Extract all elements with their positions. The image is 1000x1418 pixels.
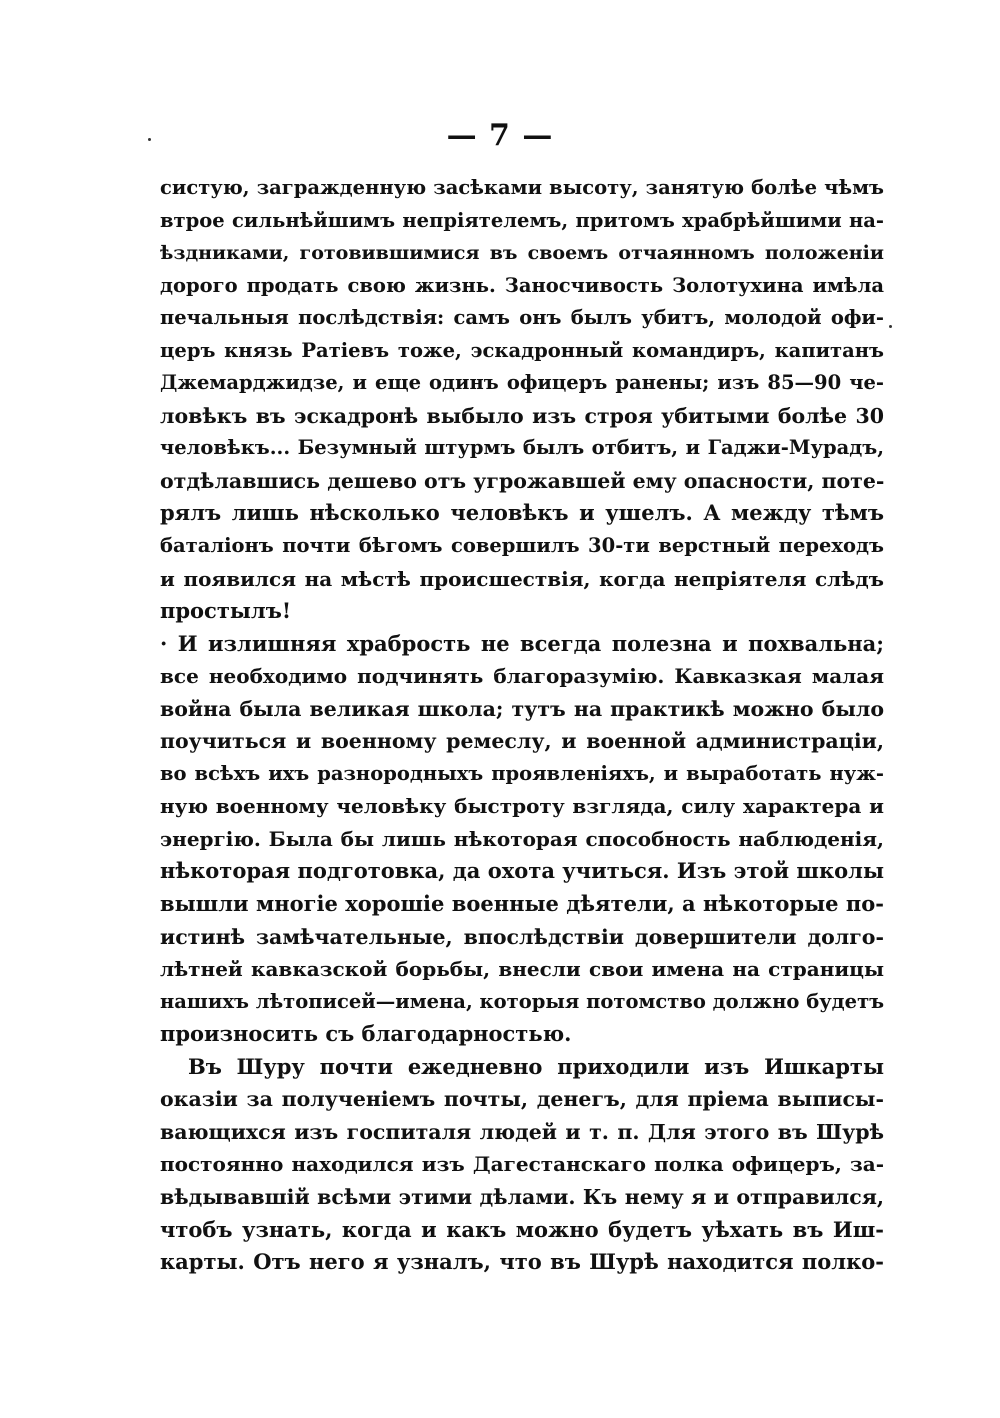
text-line: церъ князь Ратіевъ тоже, эскадронный командиръ, капитанъ <box>160 338 884 362</box>
scan-speck <box>148 138 151 141</box>
text-line: карты. Отъ него я узналъ, что въ Шурѣ находится полко- <box>160 1249 884 1275</box>
text-line: печальныя послѣдствія: самъ онъ былъ убитъ, молодой офи- <box>160 306 884 330</box>
text-line: война была великая школа; тутъ на практикѣ можно было <box>160 696 884 721</box>
text-line: и появился на мѣстѣ происшествія, когда непріятеля слѣдъ <box>160 566 884 591</box>
text-line: нѣкоторая подготовка, да охота учиться. Изъ этой школы <box>160 858 884 884</box>
text-line: рялъ лишь нѣсколько человѣкъ и ушелъ. А между тѣмъ <box>160 500 884 526</box>
text-line: вѣдывавшій всѣми этими дѣлами. Къ нему я и отправился, <box>160 1184 884 1209</box>
text-line: · И излишняя храбрость не всегда полезна и похвальна; <box>160 630 884 656</box>
text-line: во всѣхъ ихъ разнородныхъ проявленіяхъ, и выработать нуж- <box>160 761 884 785</box>
scan-speck <box>889 325 892 328</box>
text-line: отдѣлавшись дешево отъ угрожавшей ему опасности, поте- <box>160 468 884 493</box>
body-text <box>160 172 884 1279</box>
text-line: человѣкъ... Безумный штурмъ былъ отбитъ, и Гаджи-Мурадъ, <box>160 436 884 460</box>
text-line: баталіонъ почти бѣгомъ совершилъ 30-ти верстный переходъ <box>160 534 884 558</box>
text-line: вающихся изъ госпиталя людей и т. п. Для этого въ Шурѣ <box>160 1119 884 1144</box>
text-line: произносить съ благодарностью. <box>160 1021 572 1047</box>
text-line: простылъ! <box>160 598 292 624</box>
text-line: лѣтней кавказской борьбы, внесли свои имена на страницы <box>160 957 884 982</box>
text-line: все необходимо подчинять благоразумію. Кавказкая малая <box>160 664 884 689</box>
text-line: истинѣ замѣчательные, впослѣдствіи довершители долго- <box>160 924 884 949</box>
text-line: постоянно находился изъ Дагестанскаго полка офицеръ, за- <box>160 1152 884 1177</box>
text-line: втрое сильнѣйшимъ непріятелемъ, притомъ храбрѣйшими на- <box>160 208 884 232</box>
text-line: энергію. Была бы лишь нѣкоторая способность наблюденія, <box>160 826 884 851</box>
text-line: ѣздниками, готовившимися въ своемъ отчаянномъ положеніи <box>160 242 884 265</box>
text-line: оказіи за полученіемъ почты, денегъ, для пріема выписы- <box>160 1087 884 1112</box>
text-line: ловѣкъ въ эскадронѣ выбыло изъ строя убитыми болѣе 30 <box>160 403 884 428</box>
text-line: систую, загражденную засѣками высоту, занятую болѣе чѣмъ <box>160 176 884 199</box>
text-line: Въ Шуру почти ежедневно приходили изъ Ишкарты <box>188 1053 884 1079</box>
text-line: дорого продать свою жизнь. Заносчивость Золотухина имѣла <box>160 273 884 297</box>
text-line: ную военному человѣку быстроту взгляда, силу характера и <box>160 794 884 819</box>
text-line: поучиться и военному ремеслу, и военной администраціи, <box>160 729 884 754</box>
text-line: вышли многіе хорошіе военные дѣятели, а нѣкоторые по- <box>160 891 884 917</box>
text-line: нашихъ лѣтописей—имена, которыя потомство должно будетъ <box>160 989 884 1013</box>
text-line: Джемарджидзе, и еще одинъ офицеръ ранены; изъ 85—90 че- <box>160 371 884 395</box>
text-line: чтобъ узнать, когда и какъ можно будетъ уѣхать въ Иш- <box>160 1216 884 1242</box>
page-number: — 7 — <box>446 118 554 153</box>
